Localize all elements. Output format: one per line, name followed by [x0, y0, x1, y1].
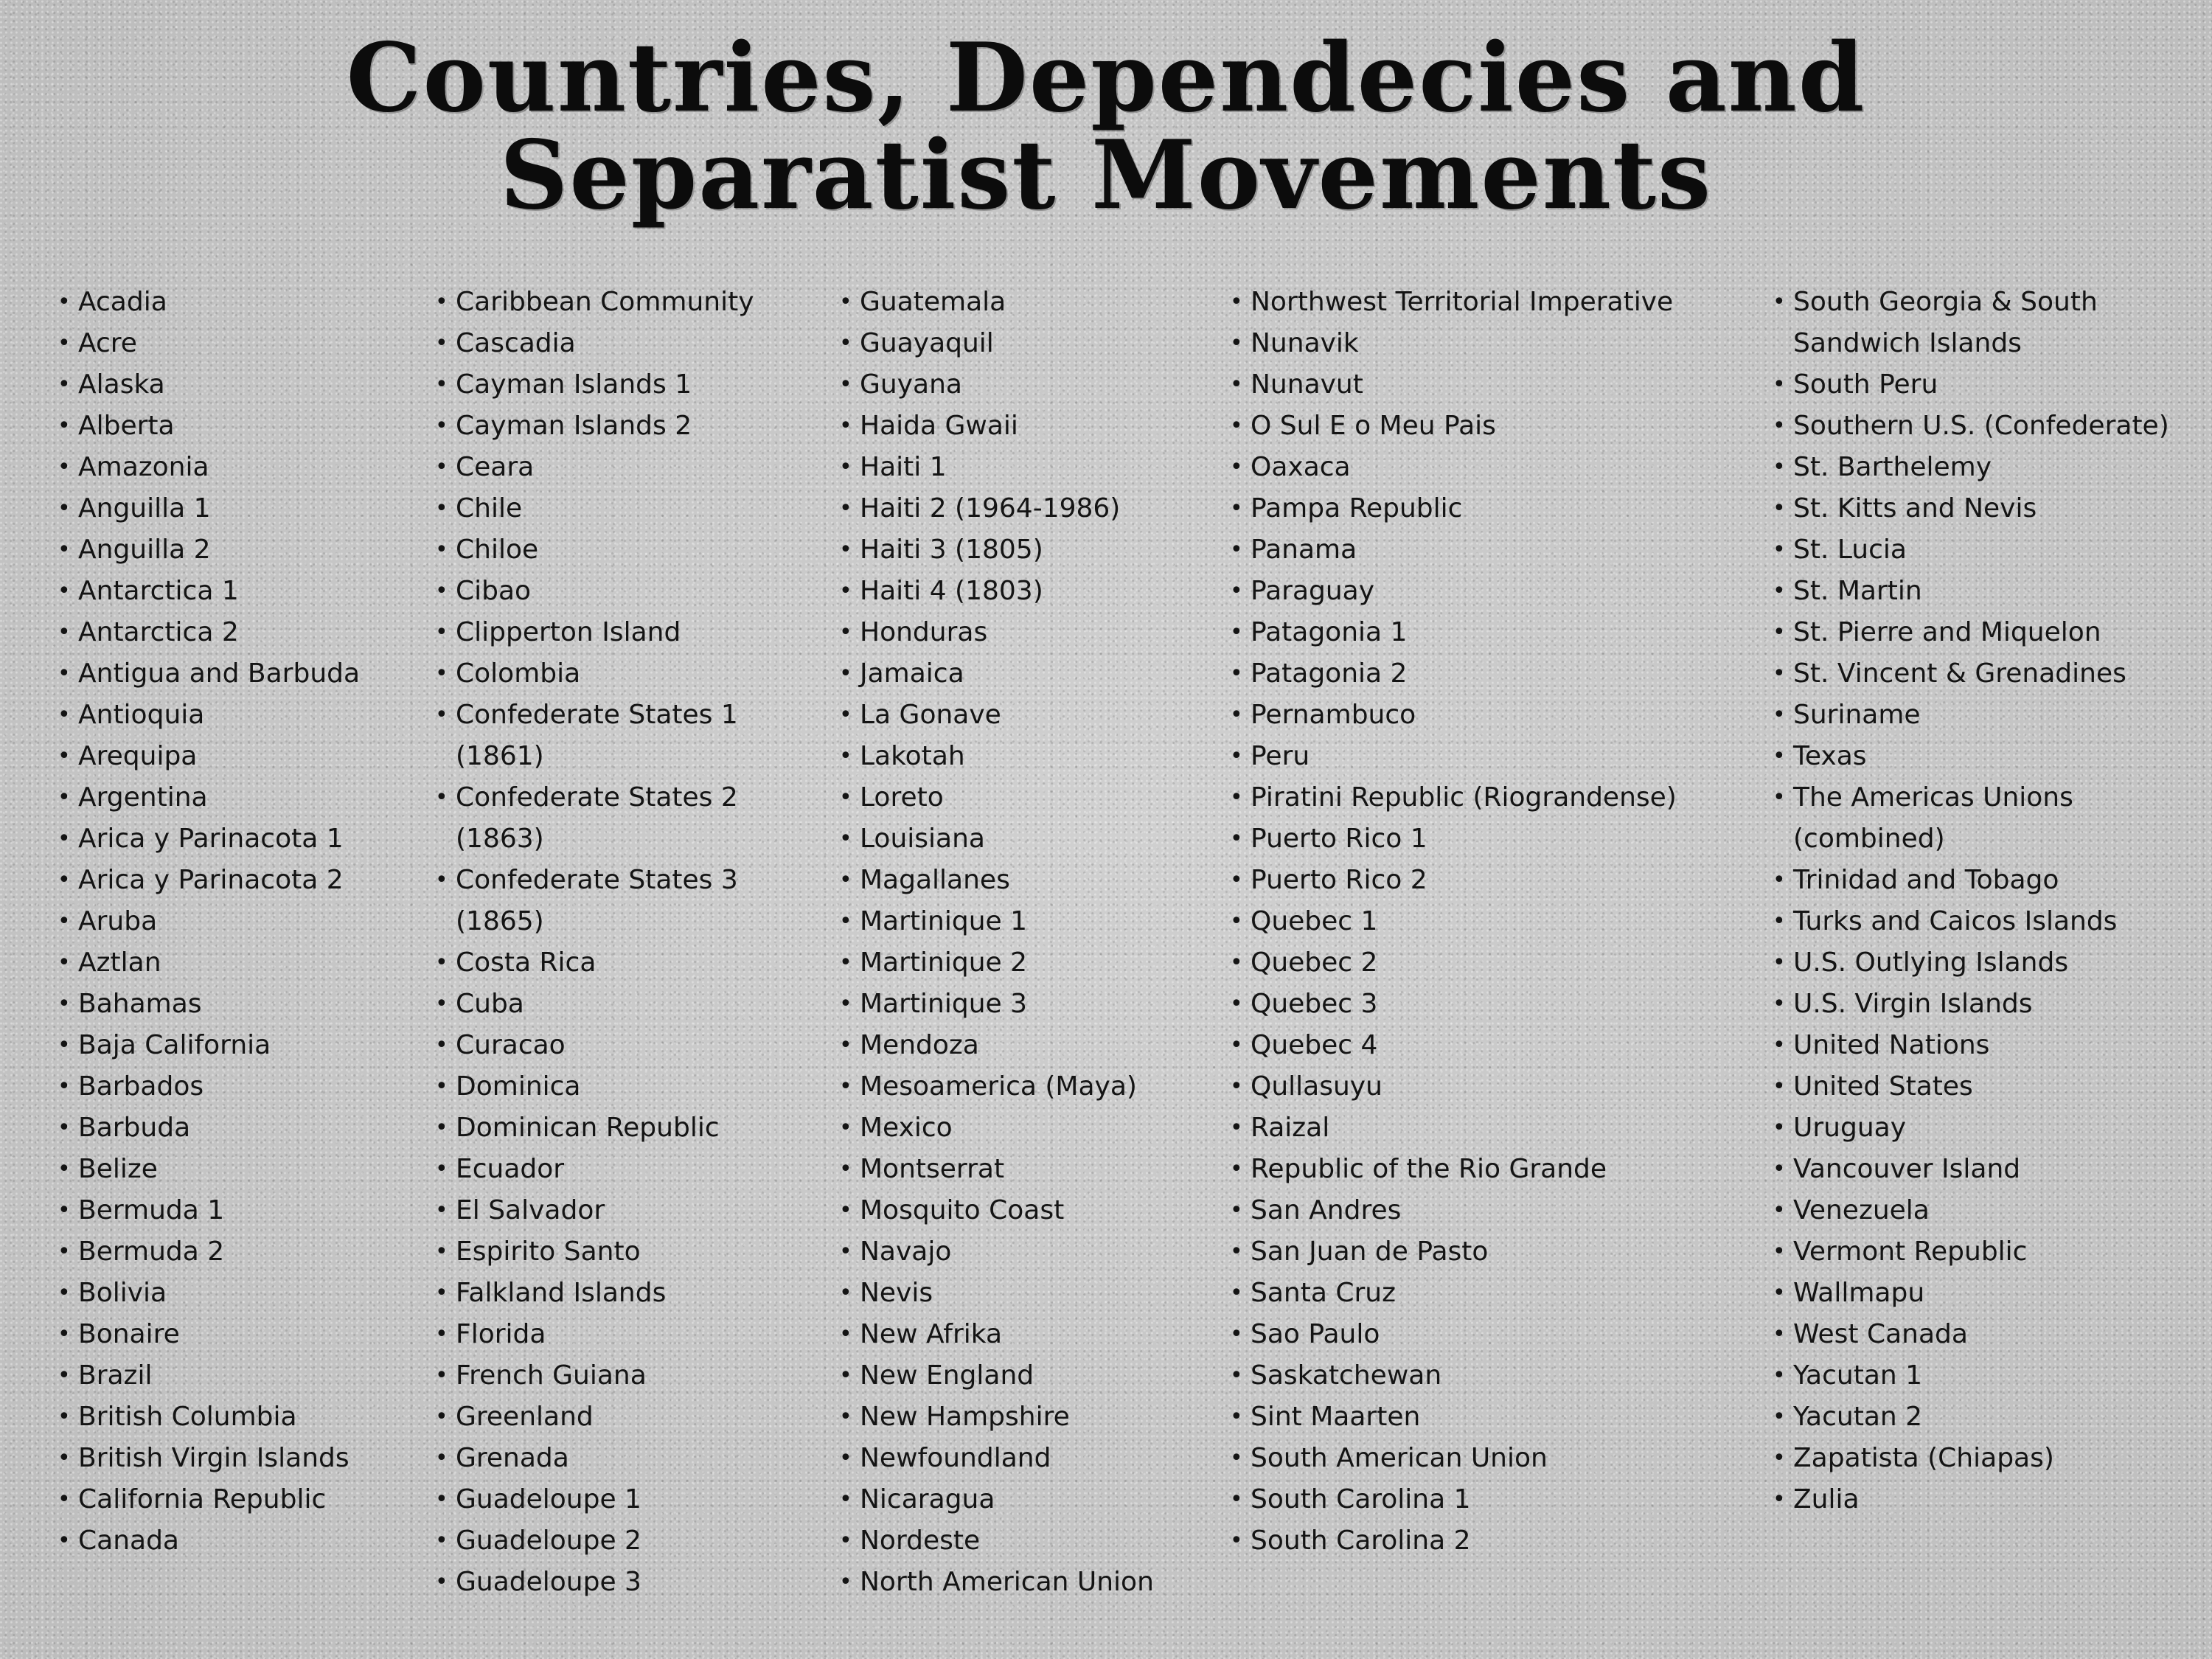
list-item: • Falkland Islands: [435, 1273, 804, 1314]
list-item: • Aruba: [58, 901, 411, 942]
list-item: • Antigua and Barbuda: [58, 653, 411, 695]
list-item: • Piratini Republic (Riograndense): [1230, 777, 1731, 818]
list-item: • United States: [1773, 1066, 2185, 1107]
list-item: • Chiloe: [435, 529, 804, 571]
list-item: • West Canada: [1773, 1314, 2185, 1355]
list-item: • Louisiana: [839, 818, 1208, 860]
list-item: • Costa Rica: [435, 942, 804, 984]
list-item: • U.S. Virgin Islands: [1773, 984, 2185, 1025]
list-item: • Puerto Rico 1: [1230, 818, 1731, 860]
list-item: • Panama: [1230, 529, 1731, 571]
list-item: • Navajo: [839, 1231, 1208, 1273]
list-item: • Bermuda 2: [58, 1231, 411, 1273]
list-item: • Venezuela: [1773, 1190, 2185, 1231]
list-column-3: [839, 282, 1208, 1603]
list-item: • Oaxaca: [1230, 447, 1731, 488]
list-item: • Ecuador: [435, 1149, 804, 1190]
list-item: • Nicaragua: [839, 1479, 1208, 1520]
list-item: • Cascadia: [435, 323, 804, 364]
list-item: • Martinique 1: [839, 901, 1208, 942]
list-item: • North American Union: [839, 1562, 1208, 1603]
list-item: • Cuba: [435, 984, 804, 1025]
list-column-5: [1773, 282, 2185, 1520]
list-item: • Bahamas: [58, 984, 411, 1025]
list-item: • Belize: [58, 1149, 411, 1190]
list-item: • Aztlan: [58, 942, 411, 984]
list-item: • Ceara: [435, 447, 804, 488]
list-item: • Baja California: [58, 1025, 411, 1066]
list-item: • New England: [839, 1355, 1208, 1397]
list-column-4: [1230, 282, 1731, 1562]
list-item: • Montserrat: [839, 1149, 1208, 1190]
list-item: • Brazil: [58, 1355, 411, 1397]
list-item: • Florida: [435, 1314, 804, 1355]
list-item: • Sint Maarten: [1230, 1397, 1731, 1438]
list-item: • French Guiana: [435, 1355, 804, 1397]
list-item: • British Columbia: [58, 1397, 411, 1438]
list-item: • Alaska: [58, 364, 411, 406]
list-item: • British Virgin Islands: [58, 1438, 411, 1479]
list-item: • The Americas Unions (combined): [1773, 777, 2177, 860]
list-item: • La Gonave: [839, 695, 1208, 736]
list-item: • Haida Gwaii: [839, 406, 1208, 447]
list-item: • Martinique 3: [839, 984, 1208, 1025]
list-item: • Confederate States 3 (1865): [435, 860, 804, 942]
list-item: • Pampa Republic: [1230, 488, 1731, 529]
list-item: • New Afrika: [839, 1314, 1208, 1355]
list-item: • Quebec 4: [1230, 1025, 1731, 1066]
list-item: • Quebec 3: [1230, 984, 1731, 1025]
list-item: • Raizal: [1230, 1107, 1731, 1149]
list-item: • Arequipa: [58, 736, 411, 777]
list-item: • Bolivia: [58, 1273, 411, 1314]
list-item: • Arica y Parinacota 2: [58, 860, 411, 901]
list-item: • Lakotah: [839, 736, 1208, 777]
list-item: • Clipperton Island: [435, 612, 804, 653]
list-item: • South Georgia & South Sandwich Islands: [1773, 282, 2177, 364]
list-item: • Acre: [58, 323, 411, 364]
list-item: • Zapatista (Chiapas): [1773, 1438, 2185, 1479]
list-item: • Quebec 2: [1230, 942, 1731, 984]
list-item: • Guyana: [839, 364, 1208, 406]
list-item: • Guatemala: [839, 282, 1208, 323]
list-item: • Canada: [58, 1520, 411, 1562]
list-item: • Newfoundland: [839, 1438, 1208, 1479]
list-item: • Haiti 4 (1803): [839, 571, 1208, 612]
list-item: • St. Kitts and Nevis: [1773, 488, 2185, 529]
list-item: • Haiti 2 (1964-1986): [839, 488, 1208, 529]
list-item: • Pernambuco: [1230, 695, 1731, 736]
list-item: • St. Vincent & Grenadines: [1773, 653, 2185, 695]
list-item: • Vermont Republic: [1773, 1231, 2185, 1273]
list-item: • Martinique 2: [839, 942, 1208, 984]
page-title: [0, 23, 2212, 231]
list-item: • Cayman Islands 1: [435, 364, 804, 406]
list-item: • Mosquito Coast: [839, 1190, 1208, 1231]
list-item: • Anguilla 1: [58, 488, 411, 529]
list-column-2: [435, 282, 804, 1603]
list-item: • Barbados: [58, 1066, 411, 1107]
list-item: • South Carolina 2: [1230, 1520, 1731, 1562]
list-item: • Amazonia: [58, 447, 411, 488]
list-item: • St. Pierre and Miquelon: [1773, 612, 2185, 653]
list-item: • Argentina: [58, 777, 411, 818]
list-item: • Patagonia 2: [1230, 653, 1731, 695]
list-item: • St. Barthelemy: [1773, 447, 2185, 488]
list-item: • Santa Cruz: [1230, 1273, 1731, 1314]
list-item: • Yacutan 2: [1773, 1397, 2185, 1438]
list-item: • Grenada: [435, 1438, 804, 1479]
list-item: • Republic of the Rio Grande: [1230, 1149, 1731, 1190]
list-item: • Texas: [1773, 736, 2185, 777]
list-item: • Qullasuyu: [1230, 1066, 1731, 1107]
list-item: • Suriname: [1773, 695, 2185, 736]
list-item: • Colombia: [435, 653, 804, 695]
list-item: • United Nations: [1773, 1025, 2185, 1066]
page-title-line-1: Countries, Dependecies and: [346, 23, 1866, 133]
list-item: • South Peru: [1773, 364, 2185, 406]
list-item: • Loreto: [839, 777, 1208, 818]
list-item: • Vancouver Island: [1773, 1149, 2185, 1190]
list-item: • Dominican Republic: [435, 1107, 804, 1149]
list-item: • Cibao: [435, 571, 804, 612]
list-item: • South American Union: [1230, 1438, 1731, 1479]
list-item: • Arica y Parinacota 1: [58, 818, 411, 860]
list-item: • Guadeloupe 1: [435, 1479, 804, 1520]
list-item: • Guayaquil: [839, 323, 1208, 364]
list-item: • Honduras: [839, 612, 1208, 653]
list-item: • New Hampshire: [839, 1397, 1208, 1438]
list-item: • Mexico: [839, 1107, 1208, 1149]
list-item: • San Juan de Pasto: [1230, 1231, 1731, 1273]
list-item: • Yacutan 1: [1773, 1355, 2185, 1397]
list-column-1: [58, 282, 411, 1562]
list-item: • Magallanes: [839, 860, 1208, 901]
list-item: • Haiti 1: [839, 447, 1208, 488]
list-item: • Barbuda: [58, 1107, 411, 1149]
list-item: • Dominica: [435, 1066, 804, 1107]
list-item: • Nordeste: [839, 1520, 1208, 1562]
list-item: • Curacao: [435, 1025, 804, 1066]
list-item: • Alberta: [58, 406, 411, 447]
list-item: • Greenland: [435, 1397, 804, 1438]
list-item: • Nevis: [839, 1273, 1208, 1314]
list-item: • Caribbean Community: [435, 282, 804, 323]
list-item: • Patagonia 1: [1230, 612, 1731, 653]
list-item: • Quebec 1: [1230, 901, 1731, 942]
list-item: • Chile: [435, 488, 804, 529]
list-item: • Puerto Rico 2: [1230, 860, 1731, 901]
list-item: • Antarctica 1: [58, 571, 411, 612]
list-item: • Uruguay: [1773, 1107, 2185, 1149]
list-item: • Acadia: [58, 282, 411, 323]
list-item: • Antarctica 2: [58, 612, 411, 653]
list-item: • Haiti 3 (1805): [839, 529, 1208, 571]
list-item: • Bermuda 1: [58, 1190, 411, 1231]
list-item: • O Sul E o Meu Pais: [1230, 406, 1731, 447]
list-item: • Wallmapu: [1773, 1273, 2185, 1314]
list-item: • Southern U.S. (Confederate): [1773, 406, 2185, 447]
list-item: • Peru: [1230, 736, 1731, 777]
list-item: • South Carolina 1: [1230, 1479, 1731, 1520]
list-item: • Northwest Territorial Imperative: [1230, 282, 1731, 323]
list-item: • U.S. Outlying Islands: [1773, 942, 2185, 984]
list-item: • Guadeloupe 3: [435, 1562, 804, 1603]
list-item: • Guadeloupe 2: [435, 1520, 804, 1562]
list-item: • Turks and Caicos Islands: [1773, 901, 2185, 942]
list-item: • St. Martin: [1773, 571, 2185, 612]
list-item: • Confederate States 1 (1861): [435, 695, 804, 777]
list-item: • Saskatchewan: [1230, 1355, 1731, 1397]
list-item: • Nunavut: [1230, 364, 1731, 406]
list-item: • Confederate States 2 (1863): [435, 777, 804, 860]
list-item: • Anguilla 2: [58, 529, 411, 571]
list-item: • Zulia: [1773, 1479, 2185, 1520]
list-item: • Antioquia: [58, 695, 411, 736]
list-item: • San Andres: [1230, 1190, 1731, 1231]
list-item: • St. Lucia: [1773, 529, 2185, 571]
page-title-line-2: Separatist Movements: [499, 120, 1713, 231]
list-item: • Trinidad and Tobago: [1773, 860, 2185, 901]
list-item: • Mesoamerica (Maya): [839, 1066, 1208, 1107]
list-item: • California Republic: [58, 1479, 411, 1520]
list-item: • Espirito Santo: [435, 1231, 804, 1273]
list-item: • Nunavik: [1230, 323, 1731, 364]
list-item: • Paraguay: [1230, 571, 1731, 612]
list-item: • Mendoza: [839, 1025, 1208, 1066]
list-item: • Cayman Islands 2: [435, 406, 804, 447]
list-item: • El Salvador: [435, 1190, 804, 1231]
list-item: • Bonaire: [58, 1314, 411, 1355]
list-item: • Sao Paulo: [1230, 1314, 1731, 1355]
list-item: • Jamaica: [839, 653, 1208, 695]
